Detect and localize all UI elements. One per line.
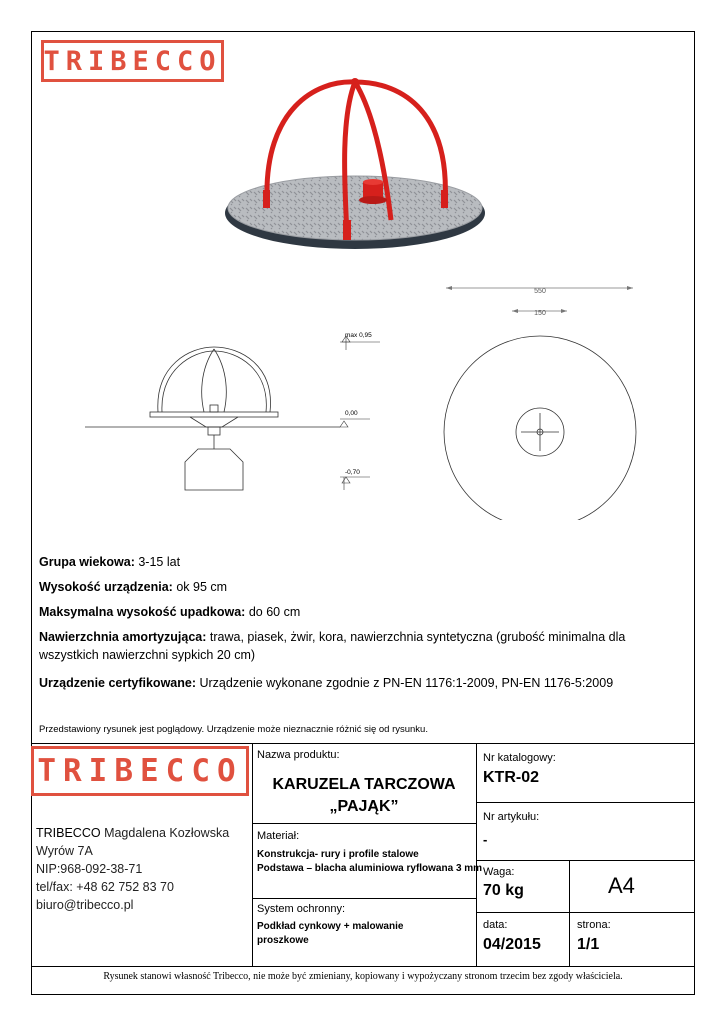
protection-label: System ochronny: [257,903,346,915]
material-value: Konstrukcja- rury i profile stalowe Podstawa – blacha aluminiowa ryflowana 3 mm [257,849,483,874]
footer-border [31,966,695,967]
level-zero-marker [340,410,370,427]
product-photo [205,70,505,260]
material-label: Materiał: [257,830,300,842]
tb-divider-3 [569,860,570,966]
article-value: - [483,832,488,847]
dimension-550 [446,286,633,295]
catalog-value: KTR-02 [483,769,540,786]
technical-drawing [80,275,680,520]
article-label: Nr artykułu: [483,811,540,823]
product-name-label: Nazwa produktu: [257,749,340,761]
page-value: 1/1 [577,936,600,953]
protection-value: Podkład cynkowy + malowanie proszkowe [257,921,404,946]
level-zero-label: 0,00 [345,410,358,417]
spec-certification: Urządzenie certyfikowane: Urządzenie wykonane zgodnie z PN-EN 1176:1-2009, PN-EN 1176-5:2009 [39,676,614,690]
level-max-marker [340,332,380,350]
level-min-marker [340,469,370,490]
paper-format: A4 [608,873,635,898]
tribecco-logo-top: TRIBECCO [41,40,224,82]
company-name: TRIBECCO Magdalena Kozłowska [36,826,230,840]
tb-line-b [252,898,476,899]
weight-value: 70 kg [483,882,524,899]
spec-age: Grupa wiekowa: 3-15 lat [39,555,181,569]
page-label: strona: [577,919,611,931]
company-nip: NIP:968-092-38-71 [36,862,143,876]
dimension-150 [512,309,567,317]
company-email: biuro@tribecco.pl [36,898,134,912]
weight-label: Waga: [483,866,515,878]
title-block-top-border [31,743,695,744]
dimension-150-label: 150 [534,310,546,317]
product-name: KARUZELA TARCZOWA „PAJĄK” [272,776,456,815]
company-phone: tel/fax: +48 62 752 83 70 [36,880,174,894]
date-label: data: [483,919,508,931]
spec-fall-height: Maksymalna wysokość upadkowa: do 60 cm [39,605,301,619]
tribecco-logo-bottom: TRIBECCO [31,746,249,796]
tb-line-a [252,823,476,824]
specifications [39,553,684,699]
tb-line-c [476,802,695,803]
tb-line-d [476,860,695,861]
date-value: 04/2015 [483,936,541,953]
spec-height: Wysokość urządzenia: ok 95 cm [39,580,228,594]
spec-surface: Nawierzchnia amortyzująca: trawa, piasek, żwir, kora, nawierzchnia syntetyczna (grubość minimalna dla wszystkich nawierzchni sypkich 20 cm) [39,630,626,662]
tb-line-e [476,912,695,913]
dimension-550-label: 550 [534,288,546,295]
copyright-footer: Rysunek stanowi własność Tribecco, nie może być zmieniany, kopiowany i wypożyczany stronom trzecim bez zgody właściciela. [103,971,623,982]
company-info [36,824,229,914]
level-min-label: -0,70 [345,469,360,476]
catalog-label: Nr katalogowy: [483,752,556,764]
level-max-label: max 0,95 [345,332,372,339]
drawing-note: Przedstawiony rysunek jest poglądowy. Urządzenie może nieznacznie różnić się od rysunku. [39,724,428,735]
company-street: Wyrów 7A [36,844,93,858]
